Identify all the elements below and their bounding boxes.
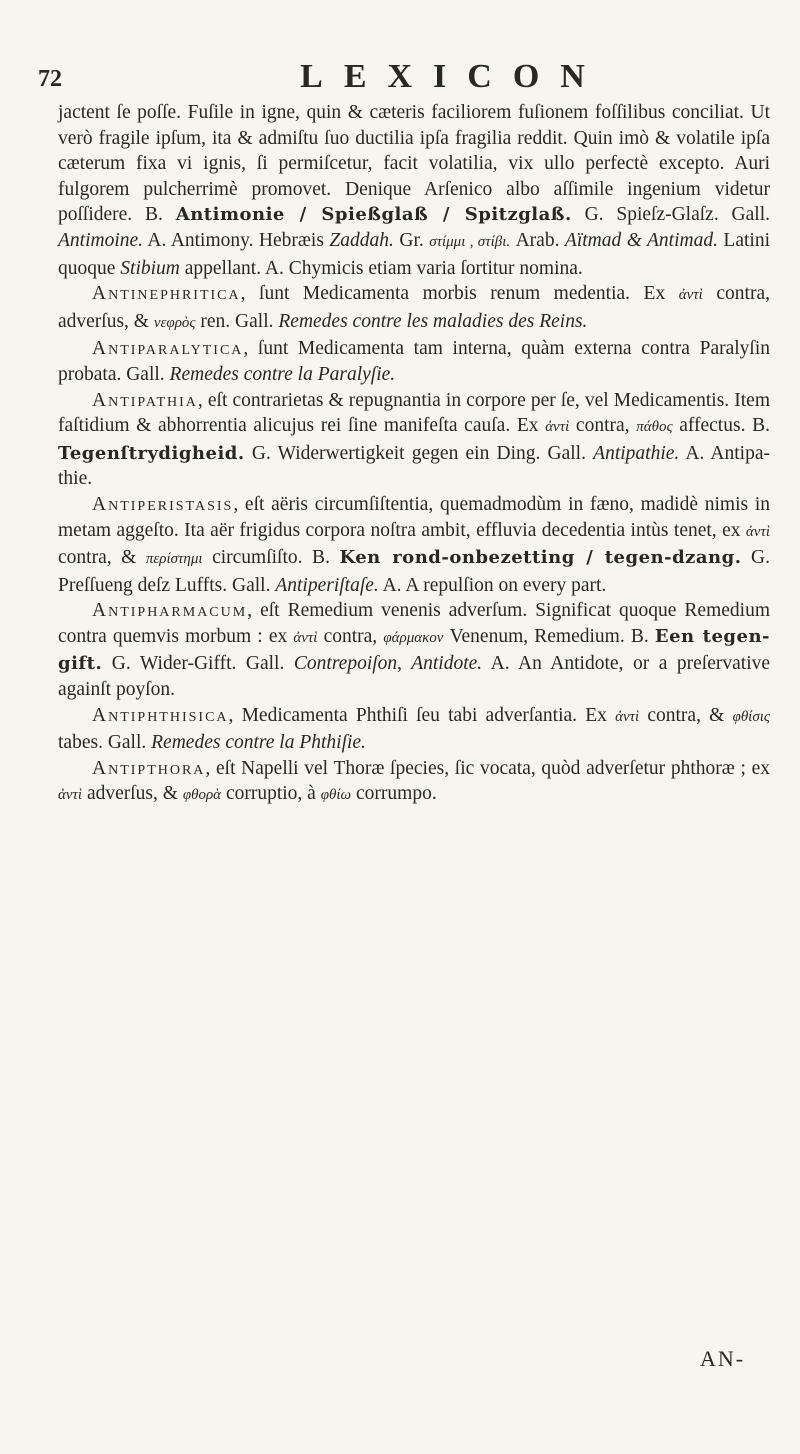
text-run: Venenum, Remedium. B. <box>443 625 655 647</box>
greek-term: περίστημι <box>145 551 203 568</box>
text-run: corruptio, à <box>221 783 321 805</box>
catchword: AN- <box>700 1346 746 1371</box>
text-run: contra, <box>317 625 384 647</box>
italic-term: Zaddah. <box>329 229 394 251</box>
greek-term: ἀντὶ <box>745 523 770 540</box>
headword: Antiphthisica <box>92 704 229 726</box>
text-run: G. Widerwertigkeit gegen ein Ding. Gall. <box>244 442 594 464</box>
greek-term: ἀντὶ <box>58 787 83 804</box>
dictionary-entry <box>58 703 770 756</box>
headword: Antiperistasis <box>92 493 234 515</box>
dictionary-entry <box>58 492 770 598</box>
page-number: 72 <box>38 66 62 92</box>
text-run: contra, adverſus, & <box>58 283 770 332</box>
text-run: , eſt Remedium venenis adverſum. Significat quoque Remedium contra quemvis morbum : ex <box>58 600 770 647</box>
greek-term: πάθος <box>636 419 673 436</box>
text-run: G. Spieſz-Glaſz. Gall. <box>571 204 770 226</box>
dictionary-entry <box>58 281 770 336</box>
text-run: , eſt aëris circumſiſtentia, quemadmodùm in fæno, madidè nimis in metam aggeſto. Ita aër frigidus corpora noſtra ambit, effluvia decedentia intùs tenet, ex <box>58 493 770 541</box>
text-run: A. Antimony. Hebræis <box>143 229 330 251</box>
text-run: jactent ſe poſſe. Fuſile in igne, quin & cæteris faciliorem fuſionem foſſilibus conciliat. Ut verò fragile ipſum, ita & admiſtu ſuo ductilia ipſa fragilia reddit. Quin imò & volatile ipſa cæterum fixa vi ignis, ſi permiſcetur, facit volatilia, vix ullo perfectè excepto. Auri fulgorem pulcherrimè promovet. Denique Arſenico albo aſſimile ingenium videtur poſſidere. B. <box>58 102 770 226</box>
text-run: , eſt contrarietas & repugnantia in corpore per ſe, vel Medicamentis. Item faſtidium & abhorrentia alicujus rei ſine manifeſta cauſa. Ex <box>58 389 770 437</box>
blackletter-term: Tegenſtrydigheid. <box>58 442 245 464</box>
text-run: contra, & <box>639 704 733 726</box>
text-run: G. Wider-Gifft. Gall. <box>102 653 294 675</box>
italic-term: Contrepoiſon, Antidote. <box>293 653 483 675</box>
text-run: G. Preſſueng deſz Luffts. Gall. <box>58 547 770 596</box>
text-run: , Medicamenta Phthiſi ſeu tabi adverſantia. Ex <box>228 704 616 726</box>
text-run: , ſunt Medicamenta morbis renum medentia. Ex <box>240 283 679 305</box>
running-head: LEXICON <box>300 58 606 95</box>
text-run: corrumpo. <box>351 783 437 805</box>
italic-term: Antimoine. <box>58 229 144 251</box>
headword: Antiparalytica <box>92 338 244 360</box>
dictionary-entry <box>58 598 770 702</box>
greek-term: φάρμακον <box>383 629 444 646</box>
greek-term: ἀντὶ <box>678 287 703 304</box>
text-run: contra, & <box>58 547 146 569</box>
dictionary-body <box>58 100 770 809</box>
text-run: A. An Antidote, or a preſervative againſt poyſon. <box>58 653 771 701</box>
dictionary-entry <box>58 100 770 281</box>
headword: Antipharmacum <box>92 600 248 622</box>
greek-term: ἀντὶ <box>545 419 570 436</box>
text-run: Arab. <box>510 229 565 251</box>
text-run: Gr. <box>393 229 430 251</box>
greek-term: φθορὰ <box>182 787 222 804</box>
italic-term: Remedes contre la Paralyſie. <box>169 363 396 385</box>
italic-term: Remedes contre la Phthiſie. <box>151 732 366 754</box>
italic-term: Antipathie. <box>593 442 680 464</box>
page-header <box>38 58 778 98</box>
blackletter-term: Ken rond-onbezetting / tegen-dzang. <box>339 547 742 569</box>
text-run: tabes. Gall. <box>58 732 152 754</box>
italic-term: Aïtmad & Antimad. <box>564 229 718 251</box>
text-run: affectus. B. <box>672 415 770 437</box>
greek-term: φθίω <box>320 787 352 804</box>
text-run: Latini quoque <box>58 229 771 279</box>
text-run: ren. Gall. <box>195 310 279 332</box>
dictionary-entry <box>58 388 770 492</box>
text-run: A. Antipathie. <box>58 442 770 490</box>
headword: Antipathia <box>92 389 198 411</box>
italic-term: Antiperiſtaſe. <box>275 574 379 596</box>
headword: Antinephritica <box>92 283 241 305</box>
italic-term: Stibium <box>120 257 180 279</box>
greek-term: φθίσις <box>732 708 771 725</box>
greek-term: στίμμι , στίβι. <box>429 233 511 250</box>
text-run: appellant. A. Chymicis etiam varia ſortitur nomina. <box>179 257 583 279</box>
blackletter-term: Een tegen-gift. <box>58 625 771 675</box>
text-run: adverſus, & <box>82 783 183 805</box>
greek-term: νεφρὸς <box>153 314 196 331</box>
blackletter-term: Antimonie / Spießglaß / Spitzglaß. <box>175 204 572 226</box>
greek-term: ἀντὶ <box>293 629 318 646</box>
text-run: A. A repulſion on every part. <box>378 574 607 596</box>
greek-term: ἀντὶ <box>615 708 640 725</box>
text-run: , ſunt Medicamenta tam interna, quàm externa contra Paralyſin probata. Gall. <box>58 338 770 385</box>
dictionary-entry <box>58 336 770 387</box>
text-run: , eſt Napelli vel Thoræ ſpecies, ſic vocata, quòd adverſetur phthoræ ; ex <box>205 757 770 779</box>
italic-term: Remedes contre les maladies des Reins. <box>278 310 588 332</box>
text-run: circumſiſto. B. <box>202 547 340 569</box>
dictionary-entry <box>58 756 770 809</box>
headword: Antipthora <box>92 757 206 779</box>
text-run: contra, <box>569 415 637 437</box>
